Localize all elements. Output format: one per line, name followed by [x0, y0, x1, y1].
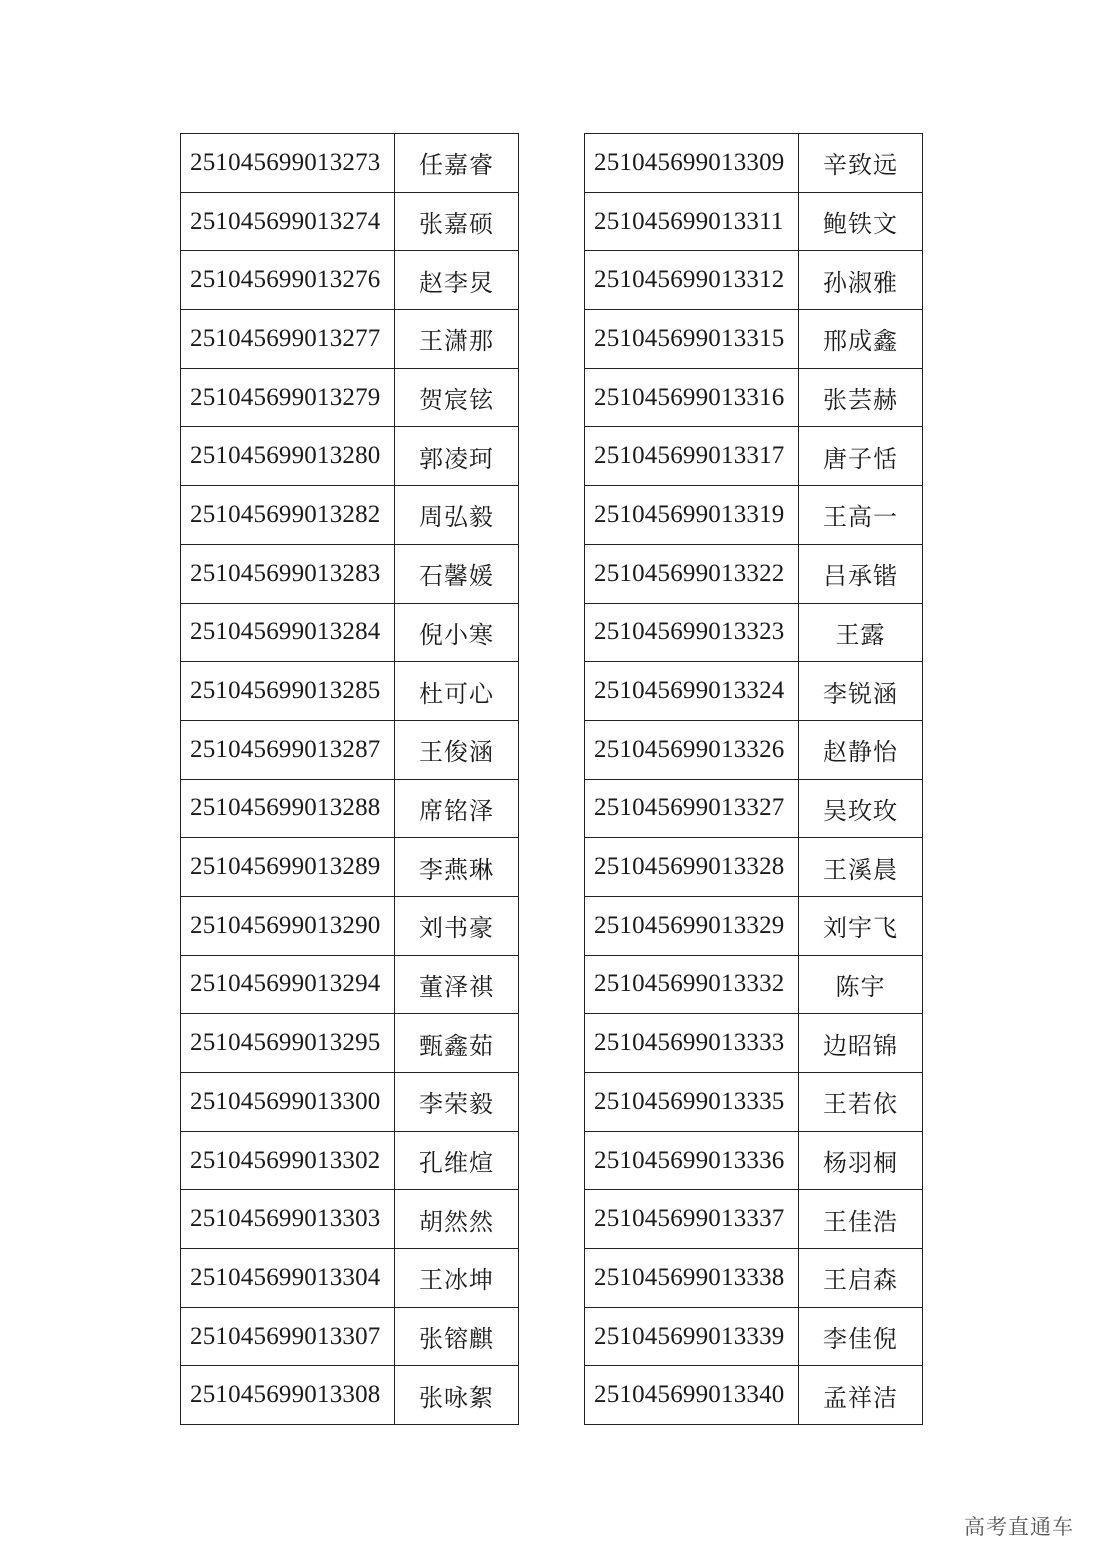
candidate-id-cell: 251045699013285	[181, 662, 395, 721]
roster-table-left-body	[181, 134, 519, 1425]
candidate-name-cell: 李锐涵	[799, 662, 923, 721]
table-row	[585, 251, 923, 310]
table-row	[585, 1073, 923, 1132]
candidate-name-cell: 边昭锦	[799, 1014, 923, 1073]
candidate-id-cell: 251045699013309	[585, 134, 799, 193]
table-row	[585, 1014, 923, 1073]
candidate-id-cell: 251045699013329	[585, 896, 799, 955]
candidate-name-cell: 孔维煊	[395, 1131, 519, 1190]
candidate-id-cell: 251045699013280	[181, 427, 395, 486]
candidate-id-cell: 251045699013333	[585, 1014, 799, 1073]
candidate-id-cell: 251045699013336	[585, 1131, 799, 1190]
candidate-name-cell: 王潇那	[395, 310, 519, 369]
candidate-name-cell: 张镕麒	[395, 1307, 519, 1366]
candidate-id-cell: 251045699013290	[181, 896, 395, 955]
candidate-id-cell: 251045699013307	[181, 1307, 395, 1366]
candidate-id-cell: 251045699013315	[585, 310, 799, 369]
watermark-text: 高考直通车	[964, 1515, 1074, 1539]
table-row	[585, 662, 923, 721]
candidate-id-cell: 251045699013303	[181, 1190, 395, 1249]
table-row	[585, 368, 923, 427]
candidate-name-cell: 甄鑫茹	[395, 1014, 519, 1073]
candidate-id-cell: 251045699013312	[585, 251, 799, 310]
candidate-name-cell: 杜可心	[395, 662, 519, 721]
candidate-name-cell: 王冰坤	[395, 1249, 519, 1308]
table-row	[181, 1249, 519, 1308]
candidate-name-cell: 倪小寒	[395, 603, 519, 662]
candidate-id-cell: 251045699013277	[181, 310, 395, 369]
table-row	[585, 603, 923, 662]
candidate-id-cell: 251045699013319	[585, 486, 799, 545]
candidate-name-cell: 杨羽桐	[799, 1131, 923, 1190]
candidate-name-cell: 郭凌珂	[395, 427, 519, 486]
candidate-name-cell: 王若依	[799, 1073, 923, 1132]
table-row	[585, 720, 923, 779]
candidate-name-cell: 辛致远	[799, 134, 923, 193]
candidate-id-cell: 251045699013324	[585, 662, 799, 721]
candidate-id-cell: 251045699013282	[181, 486, 395, 545]
candidate-id-cell: 251045699013339	[585, 1307, 799, 1366]
candidate-id-cell: 251045699013288	[181, 779, 395, 838]
table-row	[585, 427, 923, 486]
table-row	[181, 1366, 519, 1425]
candidate-id-cell: 251045699013283	[181, 544, 395, 603]
candidate-id-cell: 251045699013302	[181, 1131, 395, 1190]
candidate-name-cell: 唐子恬	[799, 427, 923, 486]
table-row	[585, 1307, 923, 1366]
candidate-name-cell: 王溪晨	[799, 838, 923, 897]
roster-table-left	[180, 133, 519, 1425]
table-row	[181, 1190, 519, 1249]
table-row	[585, 1249, 923, 1308]
candidate-id-cell: 251045699013276	[181, 251, 395, 310]
table-row	[181, 779, 519, 838]
table-row	[181, 192, 519, 251]
candidate-id-cell: 251045699013335	[585, 1073, 799, 1132]
candidate-id-cell: 251045699013322	[585, 544, 799, 603]
candidate-id-cell: 251045699013326	[585, 720, 799, 779]
candidate-id-cell: 251045699013274	[181, 192, 395, 251]
roster-table-right-body	[585, 134, 923, 1425]
table-row	[181, 310, 519, 369]
candidate-id-cell: 251045699013295	[181, 1014, 395, 1073]
table-row	[181, 1307, 519, 1366]
table-row	[585, 486, 923, 545]
table-row	[181, 251, 519, 310]
candidate-name-cell: 刘书豪	[395, 896, 519, 955]
candidate-id-cell: 251045699013316	[585, 368, 799, 427]
table-row	[585, 838, 923, 897]
candidate-name-cell: 周弘毅	[395, 486, 519, 545]
table-row	[585, 955, 923, 1014]
table-row	[181, 1014, 519, 1073]
candidate-name-cell: 陈宇	[799, 955, 923, 1014]
candidate-id-cell: 251045699013287	[181, 720, 395, 779]
candidate-name-cell: 张芸赫	[799, 368, 923, 427]
candidate-name-cell: 吴玫玫	[799, 779, 923, 838]
table-row	[585, 134, 923, 193]
candidate-name-cell: 王露	[799, 603, 923, 662]
candidate-id-cell: 251045699013332	[585, 955, 799, 1014]
candidate-name-cell: 席铭泽	[395, 779, 519, 838]
table-row	[181, 1131, 519, 1190]
candidate-id-cell: 251045699013338	[585, 1249, 799, 1308]
table-row	[585, 310, 923, 369]
candidate-name-cell: 孟祥洁	[799, 1366, 923, 1425]
candidate-name-cell: 鲍铁文	[799, 192, 923, 251]
candidate-name-cell: 王启森	[799, 1249, 923, 1308]
candidate-name-cell: 王佳浩	[799, 1190, 923, 1249]
table-row	[585, 1366, 923, 1425]
table-row	[181, 486, 519, 545]
table-row	[181, 134, 519, 193]
candidate-id-cell: 251045699013308	[181, 1366, 395, 1425]
table-row	[181, 838, 519, 897]
candidate-name-cell: 赵李炅	[395, 251, 519, 310]
candidate-name-cell: 张嘉硕	[395, 192, 519, 251]
table-row	[181, 1073, 519, 1132]
candidate-id-cell: 251045699013294	[181, 955, 395, 1014]
candidate-id-cell: 251045699013289	[181, 838, 395, 897]
table-row	[181, 603, 519, 662]
candidate-name-cell: 张咏絮	[395, 1366, 519, 1425]
candidate-id-cell: 251045699013279	[181, 368, 395, 427]
table-row	[181, 720, 519, 779]
candidate-id-cell: 251045699013337	[585, 1190, 799, 1249]
candidate-name-cell: 王高一	[799, 486, 923, 545]
table-row	[181, 896, 519, 955]
candidate-name-cell: 李佳倪	[799, 1307, 923, 1366]
candidate-name-cell: 李荣毅	[395, 1073, 519, 1132]
table-row	[585, 1131, 923, 1190]
candidate-name-cell: 王俊涵	[395, 720, 519, 779]
table-row	[585, 896, 923, 955]
table-row	[585, 192, 923, 251]
candidate-id-cell: 251045699013311	[585, 192, 799, 251]
table-row	[181, 544, 519, 603]
table-row	[181, 955, 519, 1014]
roster-table-right	[584, 133, 923, 1425]
candidate-id-cell: 251045699013317	[585, 427, 799, 486]
candidate-id-cell: 251045699013323	[585, 603, 799, 662]
candidate-name-cell: 赵静怡	[799, 720, 923, 779]
candidate-name-cell: 孙淑雅	[799, 251, 923, 310]
table-row	[585, 779, 923, 838]
table-row	[181, 427, 519, 486]
candidate-id-cell: 251045699013327	[585, 779, 799, 838]
candidate-id-cell: 251045699013328	[585, 838, 799, 897]
candidate-id-cell: 251045699013300	[181, 1073, 395, 1132]
candidate-id-cell: 251045699013273	[181, 134, 395, 193]
candidate-name-cell: 刘宇飞	[799, 896, 923, 955]
candidate-name-cell: 胡然然	[395, 1190, 519, 1249]
candidate-id-cell: 251045699013340	[585, 1366, 799, 1425]
candidate-name-cell: 贺宸铉	[395, 368, 519, 427]
candidate-id-cell: 251045699013304	[181, 1249, 395, 1308]
candidate-name-cell: 任嘉睿	[395, 134, 519, 193]
table-row	[585, 544, 923, 603]
table-row	[181, 368, 519, 427]
candidate-name-cell: 邢成鑫	[799, 310, 923, 369]
table-row	[181, 662, 519, 721]
candidate-name-cell: 石馨媛	[395, 544, 519, 603]
table-row	[585, 1190, 923, 1249]
candidate-id-cell: 251045699013284	[181, 603, 395, 662]
candidate-name-cell: 董泽祺	[395, 955, 519, 1014]
candidate-name-cell: 吕承锴	[799, 544, 923, 603]
candidate-name-cell: 李燕琳	[395, 838, 519, 897]
